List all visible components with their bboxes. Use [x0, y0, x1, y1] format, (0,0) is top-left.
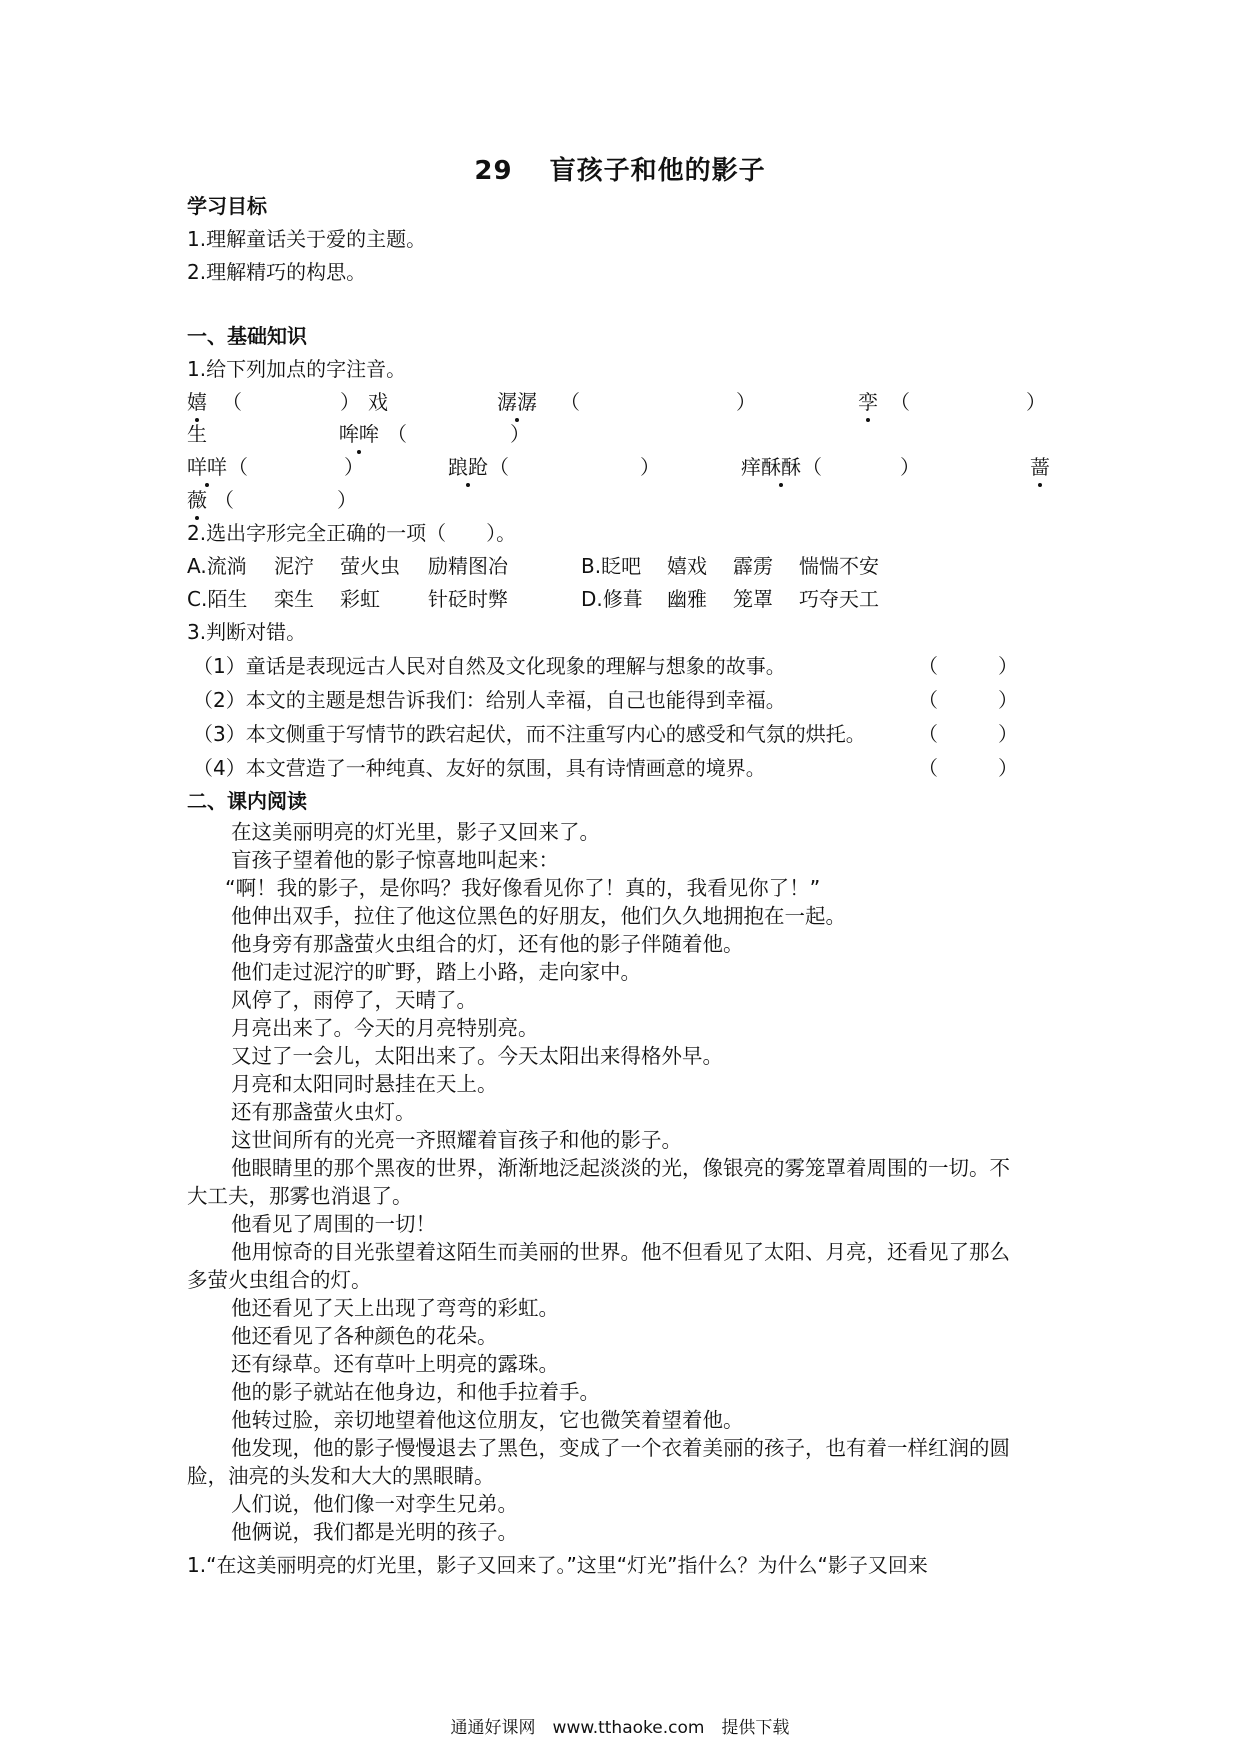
dotted-char: 孪 [858, 386, 878, 415]
answer-blank-close: ） [998, 756, 1018, 780]
answer-blank[interactable]: （ [918, 756, 938, 780]
dotted-char: 咩咩 [187, 451, 227, 480]
option-word: 彩虹 [340, 587, 380, 611]
pinyin-item [497, 386, 537, 415]
q1-prompt: 1.给下列加点的字注音。 [187, 357, 407, 381]
option-label[interactable]: C.陌生 [187, 587, 248, 611]
judgement-item: （2）本文的主题是想告诉我们：给别人幸福，自己也能得到幸福。 [193, 688, 786, 712]
pinyin-item [1030, 451, 1050, 480]
pinyin-item [187, 386, 207, 415]
pinyin-item [339, 418, 379, 447]
reading-line: 盲孩子望着他的影子惊喜地叫起来： [231, 848, 559, 872]
dotted-char: 薇 [187, 484, 207, 513]
option-word: 嬉戏 [667, 554, 707, 578]
pinyin-item [187, 418, 307, 447]
pinyin-item [448, 451, 488, 480]
option-label[interactable]: B.眨吧 [581, 554, 642, 578]
dotted-char: 哞哞 [339, 418, 379, 447]
reading-line: 他看见了周围的一切！ [231, 1212, 436, 1236]
pinyin-item-pre: 生 [187, 422, 307, 446]
option-word: 针砭时弊 [428, 587, 508, 611]
answer-blank-close: ） [340, 390, 360, 414]
reading-line: 又过了一会儿，太阳出来了。今天太阳出来得格外早。 [231, 1044, 723, 1068]
section2-heading: 二、课内阅读 [187, 789, 307, 813]
reading-line: 月亮和太阳同时悬挂在天上。 [231, 1072, 498, 1096]
section1-heading: 一、基础知识 [187, 324, 307, 348]
pinyin-item [187, 451, 227, 480]
answer-blank-close: ） [640, 455, 660, 479]
reading-line: “啊！我的影子，是你吗？我好像看见你了！真的，我看见你了！” [225, 876, 821, 900]
reading-line: 他还看见了各种颜色的花朵。 [231, 1324, 498, 1348]
goal-item: 2.理解精巧的构思。 [187, 260, 367, 284]
reading-question: 1.“在这美丽明亮的灯光里，影子又回来了。”这里“灯光”指什么？为什么“影子又回来 [187, 1553, 928, 1577]
option-word: 励精图冶 [428, 554, 508, 578]
q2-prompt: 2.选出字形完全正确的一项（ ）。 [187, 521, 517, 545]
reading-line: 他俩说，我们都是光明的孩子。 [231, 1520, 518, 1544]
reading-line: 月亮出来了。今天的月亮特别亮。 [231, 1016, 539, 1040]
answer-blank-close: ） [344, 455, 364, 479]
answer-blank-close: ） [998, 722, 1018, 746]
option-word: 泥泞 [274, 554, 314, 578]
answer-blank-close: ） [337, 488, 357, 512]
option-word: 巧夺天工 [799, 587, 879, 611]
answer-blank-close: ） [998, 654, 1018, 678]
reading-line: 他们走过泥泞的旷野，踏上小路，走向家中。 [231, 960, 641, 984]
reading-line: 多萤火虫组合的灯。 [187, 1268, 372, 1292]
option-word: 惴惴不安 [799, 554, 879, 578]
reading-line: 他用惊奇的目光张望着这陌生而美丽的世界。他不但看见了太阳、月亮，还看见了那么 [231, 1240, 1010, 1264]
answer-blank[interactable]: （ [918, 688, 938, 712]
dotted-char: 潺潺 [497, 386, 537, 415]
option-word: 幽雅 [667, 587, 707, 611]
answer-blank-close: ） [1026, 390, 1046, 414]
option-label[interactable]: D.修葺 [581, 587, 643, 611]
page-title: 29 盲孩子和他的影子 [474, 156, 766, 186]
answer-blank[interactable]: （ [918, 722, 938, 746]
reading-line: 还有绿草。还有草叶上明亮的露珠。 [231, 1352, 559, 1376]
reading-line: 在这美丽明亮的灯光里，影子又回来了。 [231, 820, 600, 844]
dotted-char: 踉跄 [448, 451, 488, 480]
option-word: 笼罩 [733, 587, 773, 611]
q3-prompt: 3.判断对错。 [187, 620, 307, 644]
page-footer: 通通好课网 www.tthaoke.com 提供下载 [450, 1718, 790, 1738]
pinyin-item-trail: 戏 [368, 390, 388, 414]
answer-blank[interactable]: （ [214, 488, 234, 512]
pinyin-item [741, 451, 801, 480]
option-word: 霹雳 [733, 554, 773, 578]
reading-line: 人们说，他们像一对孪生兄弟。 [231, 1492, 518, 1516]
reading-line: 他发现，他的影子慢慢退去了黑色，变成了一个衣着美丽的孩子，也有着一样红润的圆 [231, 1436, 1010, 1460]
reading-line: 他眼睛里的那个黑夜的世界，渐渐地泛起淡淡的光，像银亮的雾笼罩着周围的一切。不 [231, 1156, 1010, 1180]
pinyin-item-pre: 痒 [741, 455, 761, 479]
reading-line: 风停了，雨停了，天晴了。 [231, 988, 477, 1012]
reading-line: 他转过脸，亲切地望着他这位朋友，它也微笑着望着他。 [231, 1408, 744, 1432]
answer-blank[interactable]: （ [890, 390, 910, 414]
option-word: 栾生 [274, 587, 314, 611]
reading-line: 这世间所有的光亮一齐照耀着盲孩子和他的影子。 [231, 1128, 682, 1152]
judgement-item: （1）童话是表现远古人民对自然及文化现象的理解与想象的故事。 [193, 654, 786, 678]
answer-blank[interactable]: （ [918, 654, 938, 678]
option-word: 萤火虫 [340, 554, 400, 578]
reading-line: 脸，油亮的头发和大大的黑眼睛。 [187, 1464, 495, 1488]
goals-heading: 学习目标 [187, 194, 267, 218]
dotted-char: 酥酥 [761, 451, 801, 480]
dotted-char: 蔷 [1030, 451, 1050, 480]
pinyin-item [187, 484, 207, 513]
pinyin-item [858, 386, 878, 415]
reading-line: 大工夫，那雾也消退了。 [187, 1184, 413, 1208]
reading-line: 他的影子就站在他身边，和他手拉着手。 [231, 1380, 600, 1404]
answer-blank[interactable]: （ [802, 455, 822, 479]
reading-line: 他还看见了天上出现了弯弯的彩虹。 [231, 1296, 559, 1320]
answer-blank-close: ） [736, 390, 756, 414]
answer-blank[interactable]: （ [387, 422, 407, 446]
answer-blank[interactable]: （ [560, 390, 580, 414]
answer-blank-close: ） [998, 688, 1018, 712]
answer-blank[interactable]: （ [222, 390, 242, 414]
dotted-char: 嬉 [187, 386, 207, 415]
answer-blank-close: ） [900, 455, 920, 479]
judgement-item: （4）本文营造了一种纯真、友好的氛围，具有诗情画意的境界。 [193, 756, 766, 780]
judgement-item: （3）本文侧重于写情节的跌宕起伏，而不注重写内心的感受和气氛的烘托。 [193, 722, 866, 746]
reading-line: 他伸出双手，拉住了他这位黑色的好朋友，他们久久地拥抱在一起。 [231, 904, 846, 928]
answer-blank[interactable]: （ [228, 455, 248, 479]
reading-line: 还有那盏萤火虫灯。 [231, 1100, 416, 1124]
answer-blank[interactable]: （ [489, 455, 509, 479]
option-label[interactable]: A.流淌 [187, 554, 247, 578]
reading-line: 他身旁有那盏萤火虫组合的灯，还有他的影子伴随着他。 [231, 932, 744, 956]
goal-item: 1.理解童话关于爱的主题。 [187, 227, 427, 251]
answer-blank-close: ） [510, 422, 530, 446]
